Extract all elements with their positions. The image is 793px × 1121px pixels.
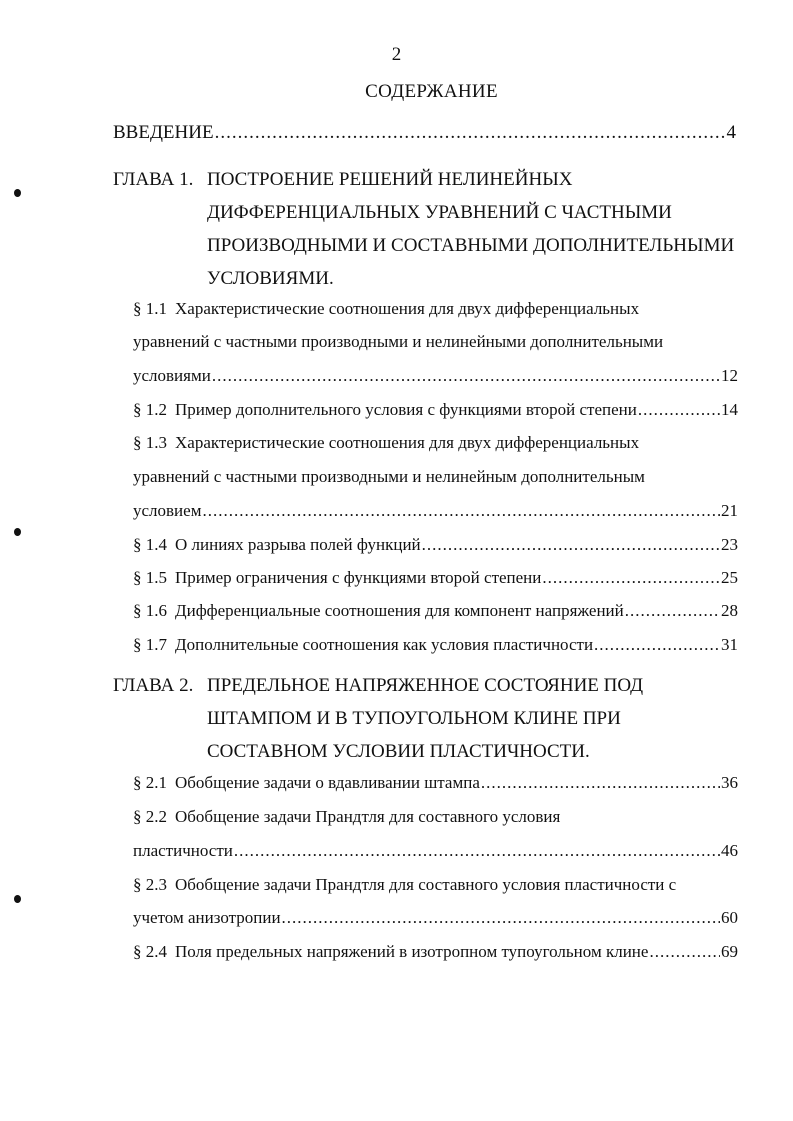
- toc-entry-page: 31: [721, 635, 738, 654]
- toc-entry-page: 25: [721, 568, 738, 587]
- toc-entry-page: 23: [721, 535, 738, 554]
- leader-dots: [282, 906, 720, 930]
- toc-section-line[interactable]: § 2.4 Поля предельных напряжений в изотропном тупоугольном клине ..... 69: [133, 940, 738, 964]
- leader-dots: [234, 839, 720, 863]
- leader-dots: [542, 566, 720, 590]
- toc-section-line[interactable]: § 1.4 О линиях разрыва полей функций ..... 23: [133, 533, 738, 557]
- toc-section-line[interactable]: § 1.7 Дополнительные соотношения как условия пластичности ..... 31: [133, 633, 738, 657]
- leader-dots: [649, 940, 720, 964]
- toc-section-line[interactable]: § 2.2 Обобщение задачи Прандтля для составного условия: [133, 807, 561, 826]
- page-title: СОДЕРЖАНИЕ: [365, 81, 498, 102]
- leader-dots: [638, 398, 720, 422]
- section-number: § 2.1: [133, 773, 167, 792]
- leader-dots: [594, 633, 720, 657]
- toc-section-line[interactable]: § 1.3 Характеристические соотношения для двух дифференциальных: [133, 433, 640, 452]
- toc-entry-page: 46: [721, 841, 738, 860]
- leader-dots: [481, 771, 720, 795]
- toc-entry-page: 21: [721, 501, 738, 520]
- toc-section-line[interactable]: условиями ..... 12: [133, 364, 738, 388]
- chapter-title-line: СОСТАВНОМ УСЛОВИИ ПЛАСТИЧНОСТИ.: [207, 741, 590, 762]
- margin-mark: [14, 895, 21, 903]
- toc-entry-page: 60: [721, 908, 738, 927]
- toc-entry-page: 14: [721, 400, 738, 419]
- margin-mark: [14, 189, 21, 197]
- section-number: § 1.5: [133, 568, 167, 587]
- section-number: § 1.4: [133, 535, 167, 554]
- section-number: § 2.3: [133, 875, 167, 894]
- toc-entry-page: 69: [721, 942, 738, 961]
- section-number: § 2.2: [133, 807, 167, 826]
- toc-entry-page: 4: [726, 122, 736, 143]
- toc-entry-page: 28: [721, 601, 738, 620]
- toc-section-line: уравнений с частными производными и нелинейным дополнительным: [133, 467, 645, 486]
- toc-section-line[interactable]: § 2.1 Обобщение задачи о вдавливании штампа ..... 36: [133, 771, 738, 795]
- section-number: § 1.1: [133, 299, 167, 318]
- toc-section-line[interactable]: условием ..... 21: [133, 499, 738, 523]
- toc-entry-label: ВВЕДЕНИЕ: [113, 122, 214, 143]
- section-number: § 2.4: [133, 942, 167, 961]
- leader-dots: [625, 599, 720, 623]
- chapter-title-line: ПРЕДЕЛЬНОЕ НАПРЯЖЕННОЕ СОСТОЯНИЕ ПОД: [207, 675, 644, 696]
- toc-section-line[interactable]: § 1.6 Дифференциальные соотношения для компонент напряжений ..... 28: [133, 599, 738, 623]
- section-number: § 1.7: [133, 635, 167, 654]
- toc-entry-page: 36: [721, 773, 738, 792]
- toc-section-line[interactable]: учетом анизотропии ..... 60: [133, 906, 738, 930]
- toc-section-line[interactable]: § 1.2 Пример дополнительного условия с функциями второй степени ..... 14: [133, 398, 738, 422]
- margin-mark: [14, 528, 21, 536]
- page-number: 2: [391, 44, 402, 65]
- toc-section-line[interactable]: § 1.5 Пример ограничения с функциями второй степени ..... 25: [133, 566, 738, 590]
- chapter-title-line: ШТАМПОМ И В ТУПОУГОЛЬНОМ КЛИНЕ ПРИ: [207, 708, 621, 729]
- toc-entry-intro[interactable]: [113, 121, 736, 145]
- chapter-title-line: ДИФФЕРЕНЦИАЛЬНЫХ УРАВНЕНИЙ С ЧАСТНЫМИ: [207, 202, 672, 223]
- chapter-title-line: УСЛОВИЯМИ.: [207, 268, 334, 289]
- toc-entry-page: 12: [721, 366, 738, 385]
- toc-section-line[interactable]: § 2.3 Обобщение задачи Прандтля для составного условия пластичности с: [133, 875, 677, 894]
- leader-dots: [215, 121, 726, 145]
- toc-section-line[interactable]: пластичности ..... 46: [133, 839, 738, 863]
- leader-dots: [212, 364, 720, 388]
- chapter-label: ГЛАВА 1.: [113, 169, 194, 190]
- chapter-label: ГЛАВА 2.: [113, 675, 194, 696]
- toc-section-line[interactable]: § 1.1 Характеристические соотношения для двух дифференциальных: [133, 299, 640, 318]
- section-number: § 1.6: [133, 601, 167, 620]
- toc-section-line: уравнений с частными производными и нелинейными дополнительными: [133, 332, 664, 351]
- chapter-title-line: ПОСТРОЕНИЕ РЕШЕНИЙ НЕЛИНЕЙНЫХ: [207, 169, 573, 190]
- section-number: § 1.2: [133, 400, 167, 419]
- leader-dots: [422, 533, 720, 557]
- leader-dots: [202, 499, 720, 523]
- section-number: § 1.3: [133, 433, 167, 452]
- chapter-title-line: ПРОИЗВОДНЫМИ И СОСТАВНЫМИ ДОПОЛНИТЕЛЬНЫМИ: [207, 235, 735, 256]
